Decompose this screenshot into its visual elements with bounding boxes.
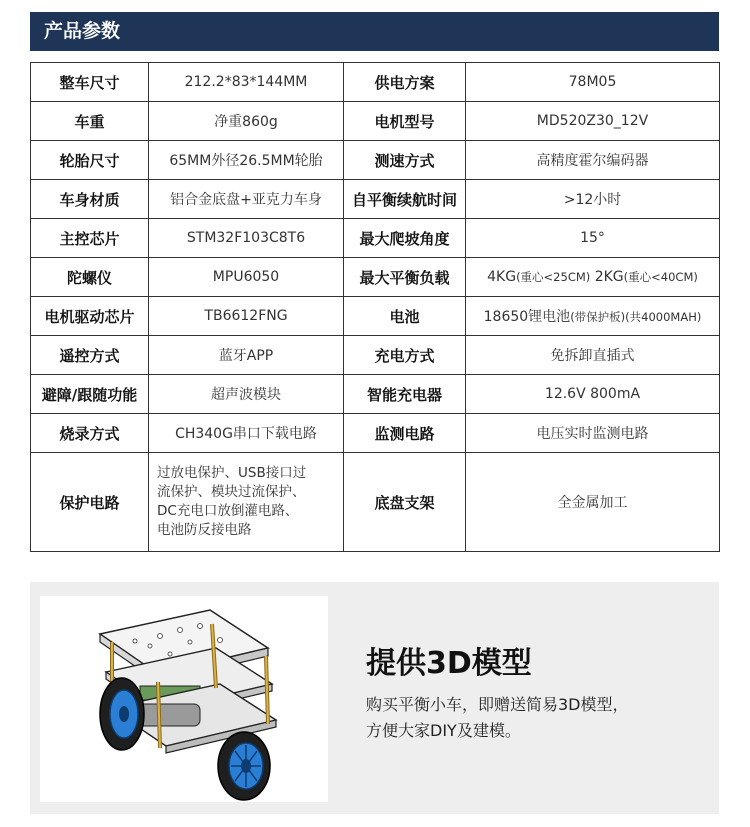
spec-key: 电机型号 <box>344 102 466 141</box>
table-row <box>31 336 720 375</box>
spec-value: 净重860g <box>149 102 344 141</box>
spec-key: 最大平衡负载 <box>344 258 466 297</box>
battery-note: (带保护板)(共4000MAH) <box>570 310 702 324</box>
load-note-1: (重心<25CM) <box>516 270 591 284</box>
spec-key: 遥控方式 <box>31 336 149 375</box>
spec-key: 轮胎尺寸 <box>31 141 149 180</box>
promo-desc-line: 购买平衡小车，即赠送简易3D模型， <box>366 695 629 714</box>
spec-key: 监测电路 <box>344 414 466 453</box>
table-row <box>31 63 720 102</box>
table-row <box>31 141 720 180</box>
protection-line: 电池防反接电路 <box>157 522 252 538</box>
table-row <box>31 102 720 141</box>
protection-line: 流保护、模块过流保护、 <box>157 484 306 500</box>
balance-car-illustration <box>40 596 328 802</box>
spec-value: 212.2*83*144MM <box>149 63 344 102</box>
spec-key: 避障/跟随功能 <box>31 375 149 414</box>
spec-key: 主控芯片 <box>31 219 149 258</box>
table-row <box>31 414 720 453</box>
spec-value: 电压实时监测电路 <box>466 414 720 453</box>
section-title: 产品参数 <box>44 20 121 42</box>
spec-key: 供电方案 <box>344 63 466 102</box>
promo-title: 提供3D模型 <box>366 646 532 681</box>
spec-value: STM32F103C8T6 <box>149 219 344 258</box>
spec-value: >12小时 <box>466 180 720 219</box>
spec-value <box>466 258 720 297</box>
spec-value-multiline <box>149 453 344 552</box>
spec-value: 全金属加工 <box>466 453 720 552</box>
promo-desc-line: 方便大家DIY及建模。 <box>366 721 521 740</box>
protection-line: 过放电保护、USB接口过 <box>157 465 307 481</box>
robot-car-image <box>40 596 328 802</box>
table-row <box>31 297 720 336</box>
spec-value: TB6612FNG <box>149 297 344 336</box>
spec-key: 整车尺寸 <box>31 63 149 102</box>
table-row <box>31 180 720 219</box>
load-value-2: 2KG <box>590 269 624 285</box>
spec-key: 保护电路 <box>31 453 149 552</box>
table-row <box>31 219 720 258</box>
spec-value: 免拆卸直插式 <box>466 336 720 375</box>
spec-key: 自平衡续航时间 <box>344 180 466 219</box>
spec-value: 78M05 <box>466 63 720 102</box>
spec-key: 充电方式 <box>344 336 466 375</box>
spec-key: 电机驱动芯片 <box>31 297 149 336</box>
table-row <box>31 258 720 297</box>
spec-key: 智能充电器 <box>344 375 466 414</box>
spec-value: 15° <box>466 219 720 258</box>
promo-description <box>366 692 696 744</box>
spec-key: 车身材质 <box>31 180 149 219</box>
spec-key: 烧录方式 <box>31 414 149 453</box>
table-row <box>31 453 720 552</box>
spec-value: 超声波模块 <box>149 375 344 414</box>
spec-table <box>30 62 720 552</box>
load-value-1: 4KG <box>487 269 517 285</box>
spec-key: 电池 <box>344 297 466 336</box>
spec-key: 最大爬坡角度 <box>344 219 466 258</box>
protection-line: DC充电口放倒灌电路、 <box>157 503 299 519</box>
spec-value: MPU6050 <box>149 258 344 297</box>
battery-type: 18650锂电池 <box>483 309 571 325</box>
promo-panel <box>30 582 719 814</box>
spec-key: 车重 <box>31 102 149 141</box>
spec-value: CH340G串口下载电路 <box>149 414 344 453</box>
spec-value: 65MM外径26.5MM轮胎 <box>149 141 344 180</box>
spec-value <box>466 297 720 336</box>
spec-key: 陀螺仪 <box>31 258 149 297</box>
load-note-2: (重心<40CM) <box>623 270 698 284</box>
section-header <box>30 12 719 51</box>
spec-value: 铝合金底盘+亚克力车身 <box>149 180 344 219</box>
spec-key: 测速方式 <box>344 141 466 180</box>
spec-value: 高精度霍尔编码器 <box>466 141 720 180</box>
spec-value: 12.6V 800mA <box>466 375 720 414</box>
spec-value: 蓝牙APP <box>149 336 344 375</box>
spec-value: MD520Z30_12V <box>466 102 720 141</box>
spec-key: 底盘支架 <box>344 453 466 552</box>
table-row <box>31 375 720 414</box>
